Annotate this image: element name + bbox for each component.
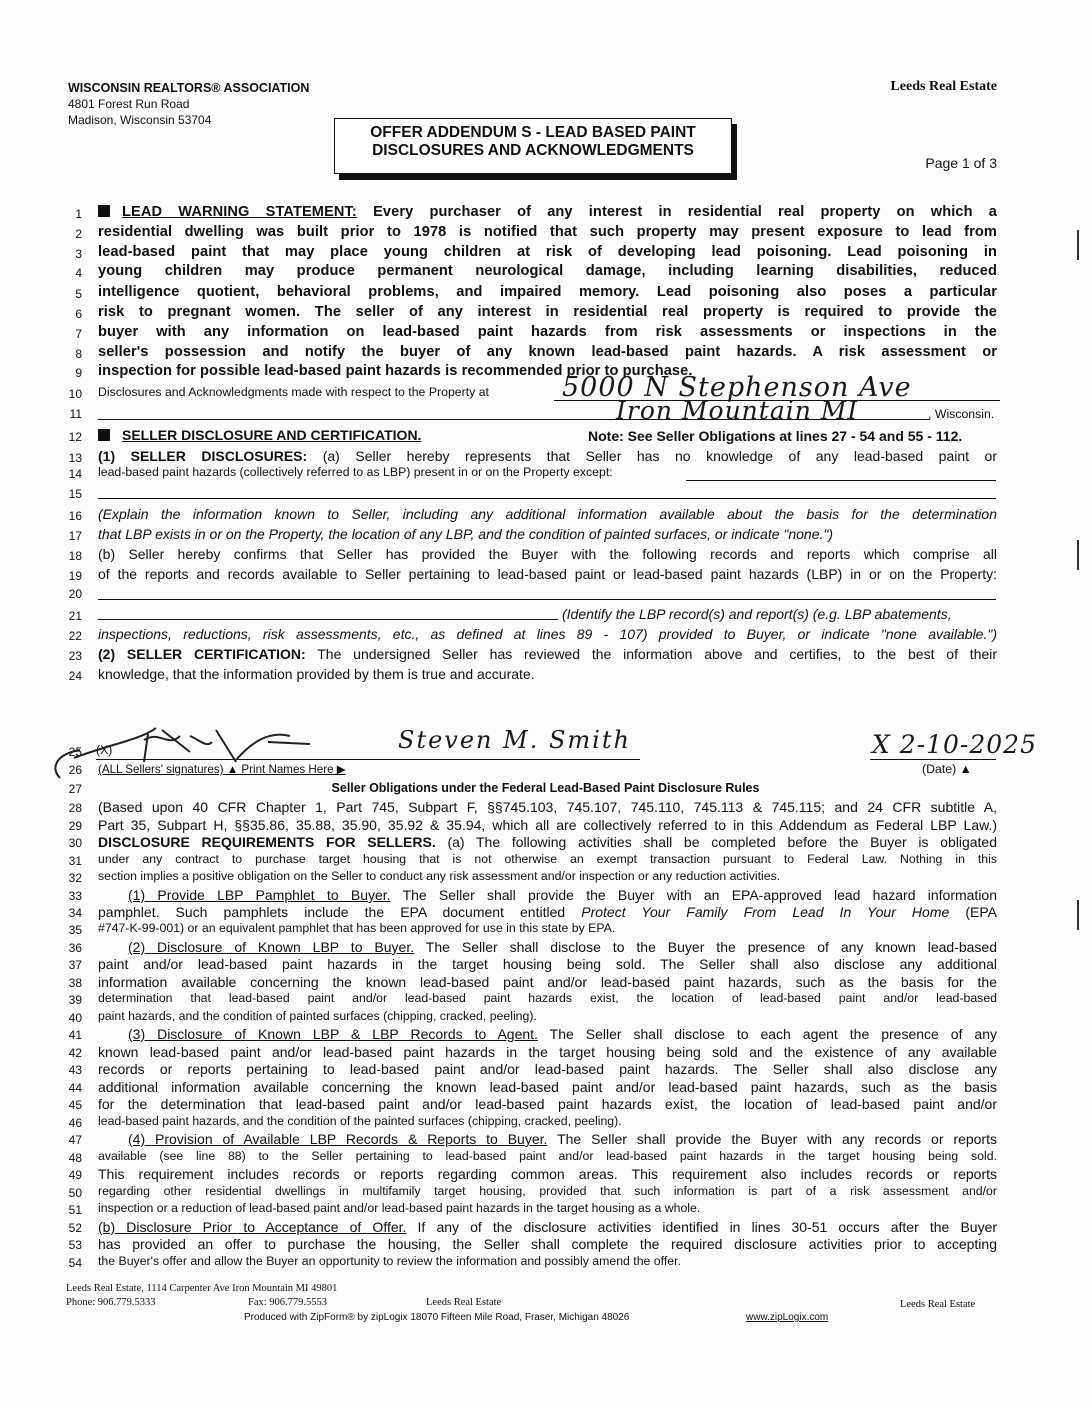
date-line (870, 759, 996, 760)
association-name: WISCONSIN REALTORS® ASSOCIATION (68, 81, 310, 95)
lead-warning-line: LEAD WARNING STATEMENT: Every purchaser of any interest in residential real property on which a (98, 204, 997, 220)
footer-fax: Fax: 906.779.5553 (248, 1297, 328, 1308)
line-number: 48 (68, 1151, 82, 1165)
line-number: 43 (68, 1063, 82, 1077)
line-number: 8 (75, 347, 82, 361)
seller-disclosure-line: (1) SELLER DISCLOSURES: (a) Seller hereby represents that Seller has no knowledge of any lead-based paint or (98, 448, 997, 464)
lead-warning-heading: LEAD WARNING STATEMENT: (122, 204, 357, 220)
line-number: 4 (75, 266, 82, 280)
line-number: 50 (68, 1186, 82, 1200)
footer-address: Leeds Real Estate, 1114 Carpenter Ave Iron Mountain MI 49801 (66, 1283, 338, 1294)
line-number: 34 (68, 906, 82, 920)
line-number: 36 (68, 941, 82, 955)
line-number: 54 (68, 1256, 82, 1270)
property-label: Disclosures and Acknowledgments made with respect to the Property at (98, 385, 489, 399)
line-number: 30 (68, 836, 82, 850)
line-number: 15 (68, 487, 82, 501)
lead-warning-line: intelligence quotient, behavioral problems, and impaired memory. Lead poisoning also poses a particular (98, 284, 997, 300)
obligations-line: (3) Disclosure of Known LBP & LBP Records to Agent. The Seller shall disclose to each agent the presence of any (128, 1026, 997, 1042)
line-number: 32 (68, 871, 82, 885)
line-number: 11 (69, 407, 82, 421)
brokerage-name: Leeds Real Estate (890, 79, 997, 94)
seller-certification-line: knowledge, that the information provided by them is true and accurate. (98, 666, 535, 682)
line-number: 12 (68, 430, 82, 444)
line-number: 40 (68, 1011, 82, 1025)
lead-warning-line: risk to pregnant women. The seller of any interest in residential real property is required to provide the (98, 304, 997, 320)
line-number: 24 (68, 669, 82, 683)
footer-produced-by: Produced with ZipForm® by zipLogix 18070 Fifteen Mile Road, Fraser, Michigan 48026 (244, 1312, 630, 1323)
footer-phone: Phone: 906.779.5333 (66, 1297, 156, 1308)
scan-edge-mark (1077, 900, 1079, 930)
obligations-line: paint and/or lead-based paint hazards in the target housing being sold. The Seller shall also disclose any additional (98, 956, 997, 972)
obligations-line: paint hazards, and the condition of painted surfaces (chipping, cracked, peeling). (98, 1009, 537, 1023)
seller-section-heading: SELLER DISCLOSURE AND CERTIFICATION. (122, 427, 422, 443)
line-number: 20 (68, 587, 82, 601)
lead-warning-line: residential dwelling was built prior to 1978 is notified that such property may present exposure to lead from (98, 224, 997, 240)
instruction-line: (Identify the LBP record(s) and report(s) (e.g. LBP abatements, (562, 606, 952, 622)
line-number: 23 (68, 649, 82, 663)
line-number: 14 (68, 467, 82, 481)
scan-edge-mark (1077, 540, 1079, 570)
line-number: 6 (75, 307, 82, 321)
line-number: 28 (68, 801, 82, 815)
line-number: 49 (68, 1168, 82, 1182)
line-number: 29 (68, 819, 82, 833)
lbp-records-field-2[interactable] (98, 619, 558, 620)
instruction-line: (Explain the information known to Seller, including any additional information available about the basis for the determination (98, 506, 997, 522)
obligations-line: lead-based paint hazards, and the condition of the painted surfaces (chipping, cracked, peeling). (98, 1114, 622, 1128)
line-number: 27 (68, 782, 82, 796)
seller-disclosure-line: (b) Seller hereby confirms that Seller has provided the Buyer with the following records and reports which comprise all (98, 546, 997, 562)
footer-brand-mid: Leeds Real Estate (426, 1297, 502, 1308)
line-number: 35 (68, 923, 82, 937)
obligations-line: section implies a positive obligation on the Seller to conduct any risk assessment and/or inspection or any reduction activities. (98, 869, 781, 883)
line-number: 44 (68, 1081, 82, 1095)
obligations-line: #747-K-99-001) or an equivalent pamphlet that has been approved for use in this state by EPA. (98, 921, 616, 935)
line-number: 38 (68, 976, 82, 990)
seller-disclosure-line: lead-based paint hazards (collectively referred to as LBP) present in or on the Property except: (98, 465, 613, 479)
obligations-line: records or reports pertaining to lead-based paint and/or lead-based paint hazards. The Seller shall also disclose any (98, 1061, 997, 1077)
section-marker-icon (98, 429, 110, 441)
line-number: 51 (68, 1203, 82, 1217)
line-number: 22 (68, 629, 82, 643)
line-number: 3 (75, 247, 82, 261)
lbp-exception-field-2[interactable] (98, 498, 996, 499)
obligations-line: the Buyer's offer and allow the Buyer an opportunity to review the information and possibly amend the offer. (98, 1254, 681, 1268)
seller-certification-line: (2) SELLER CERTIFICATION: The undersigned Seller has reviewed the information above and certifies, to the best of their (98, 646, 997, 662)
line-number: 45 (68, 1098, 82, 1112)
line-number: 41 (68, 1028, 82, 1042)
obligations-line: determination that lead-based paint and/or lead-based paint hazards exist, the location of lead-based paint and/or lead-based (98, 991, 997, 1005)
signature-date-handwritten[interactable]: X 2-10-2025 (872, 730, 1037, 759)
signature-label: (ALL Sellers' signatures) ▲ Print Names Here ▶ (98, 763, 346, 776)
line-number: 7 (75, 327, 82, 341)
form-title-line2: DISCLOSURES AND ACKNOWLEDGMENTS (372, 142, 694, 159)
association-address-line1: 4801 Forest Run Road (68, 97, 190, 111)
obligations-line: known lead-based paint and/or lead-based paint hazards in the target housing being sold and the existence of any available (98, 1044, 997, 1060)
property-address-handwritten[interactable]: 5000 N Stephenson Ave (562, 372, 912, 403)
obligations-line: information available concerning the known lead-based paint and/or lead-based paint hazards, such as the basis for the (98, 974, 997, 990)
line-number: 52 (68, 1221, 82, 1235)
line-number: 26 (68, 763, 82, 777)
line-number: 1 (75, 207, 82, 221)
line-number: 37 (68, 958, 82, 972)
form-title-line1: OFFER ADDENDUM S - LEAD BASED PAINT (370, 124, 696, 141)
obligations-line: regarding other residential dwellings in multifamily target housing, provided that such information is part of a risk assessment and/or (98, 1184, 997, 1198)
obligations-line: for the determination that lead-based paint and/or lead-based paint hazards exist, the location of lead-based paint and/or (98, 1096, 997, 1112)
seller-disclosure-line: of the reports and records available to Seller pertaining to lead-based paint or lead-based paint hazards (LBP) in or on the Property: (98, 566, 997, 582)
form-title-box (334, 118, 732, 174)
state-suffix: , Wisconsin. (928, 407, 995, 421)
obligations-line: has provided an offer to purchase the housing, the Seller shall complete the required disclosure activities prior to accepting (98, 1236, 997, 1252)
line-number: 9 (75, 366, 82, 380)
line-number: 19 (68, 569, 82, 583)
footer-url[interactable]: www.zipLogix.com (746, 1312, 829, 1323)
line-number: 16 (68, 509, 82, 523)
seller-signature-scribble[interactable] (40, 700, 340, 790)
line-number: 46 (68, 1116, 82, 1130)
footer-brand-right: Leeds Real Estate (900, 1299, 976, 1310)
instruction-line: inspections, reductions, risk assessments, etc., as defined at lines 89 - 107) provided to Buyer, or indicate "none available.") (98, 626, 997, 642)
lead-warning-line: inspection for possible lead-based paint hazards is recommended prior to purchase. (98, 363, 693, 379)
lead-warning-line: buyer with any information on lead-based paint hazards from risk assessments or inspections in the (98, 324, 997, 340)
obligations-line: available (see line 88) to the Seller pertaining to lead-based paint and/or lead-based paint hazards in the target housing being sold. (98, 1149, 997, 1163)
line-number: 39 (68, 993, 82, 1007)
lbp-exception-field[interactable] (686, 480, 996, 481)
lead-warning-line: young children may produce permanent neurological damage, including learning disabilities, reduced (98, 263, 997, 279)
association-header (68, 80, 309, 128)
seller-obligations-note: Note: See Seller Obligations at lines 27 - 54 and 55 - 112. (588, 428, 963, 444)
line-number: 53 (68, 1238, 82, 1252)
association-address-line2: Madison, Wisconsin 53704 (68, 113, 212, 127)
date-label: (Date) ▲ (922, 762, 972, 776)
obligations-heading: Seller Obligations under the Federal Lead-Based Paint Disclosure Rules (331, 781, 760, 795)
line-number: 18 (68, 549, 82, 563)
obligations-line: (Based upon 40 CFR Chapter 1, Part 745, Subpart F, §§745.103, 745.107, 745.110, 745.113 & 745.115; and 24 CFR subtitle A, (98, 799, 997, 815)
obligations-line: DISCLOSURE REQUIREMENTS FOR SELLERS. (a) The following activities shall be completed before the Buyer is obligated (98, 834, 997, 850)
instruction-line: that LBP exists in or on the Property, the location of any LBP, and the condition of painted surfaces, or indicate "none.") (98, 526, 834, 542)
scan-edge-mark (1077, 230, 1079, 260)
line-number: 2 (75, 227, 82, 241)
obligations-line: (2) Disclosure of Known LBP to Buyer. The Seller shall disclose to the Buyer the presence of any known lead-based (128, 939, 997, 955)
line-number: 31 (68, 854, 82, 868)
line-number: 17 (68, 529, 82, 543)
line-number: 33 (68, 889, 82, 903)
obligations-line: inspection or a reduction of lead-based paint and/or lead-based paint hazards in the target housing as a whole. (98, 1201, 701, 1215)
line-number: 25 (68, 745, 82, 759)
lead-warning-line: seller's possession and notify the buyer of any known lead-based paint hazards. A risk assessment or (98, 344, 997, 360)
lead-warning-line: lead-based paint that may place young children at risk of developing lead poisoning. Lead poisoning in (98, 244, 997, 260)
line-number: 13 (68, 451, 82, 465)
obligations-line: pamphlet. Such pamphlets include the EPA document entitled Protect Your Family From Lead In Your Home (EPA (98, 904, 997, 920)
line-number: 5 (75, 287, 82, 301)
obligations-line: (4) Provision of Available LBP Records & Reports to Buyer. The Seller shall provide the Buyer with any records or reports (128, 1131, 997, 1147)
obligations-line: additional information available concerning the known lead-based paint and/or lead-based paint hazards, such as the basis (98, 1079, 997, 1095)
obligations-line: (1) Provide LBP Pamphlet to Buyer. The Seller shall provide the Buyer with an EPA-approved lead hazard information (128, 887, 997, 903)
page-number: Page 1 of 3 (925, 155, 997, 171)
obligations-line: under any contract to purchase target housing that is not otherwise an exempt transaction pursuant to Federal Law. Nothing in this (98, 852, 997, 866)
printed-name-handwritten[interactable]: Steven M. Smith (398, 726, 631, 754)
line-number: 42 (68, 1046, 82, 1060)
line-number: 10 (68, 387, 82, 401)
line-number: 47 (68, 1133, 82, 1147)
section-marker-icon (98, 205, 110, 217)
property-city-handwritten[interactable]: Iron Mountain MI (616, 396, 859, 425)
obligations-line: Part 35, Subpart H, §§35.86, 35.88, 35.90, 35.92 & 35.94, which all are collectively referred to in this Addendum as Federal LBP Law.) (98, 817, 997, 833)
line-number: 21 (68, 609, 82, 623)
signature-x-mark: (X) (96, 743, 113, 757)
obligations-line: This requirement includes records or reports regarding common areas. This requirement also includes records or reports (98, 1166, 997, 1182)
obligations-line: (b) Disclosure Prior to Acceptance of Offer. If any of the disclosure activities identified in lines 30-51 occurs after the Buyer (98, 1219, 997, 1235)
lbp-records-field[interactable] (98, 599, 996, 600)
